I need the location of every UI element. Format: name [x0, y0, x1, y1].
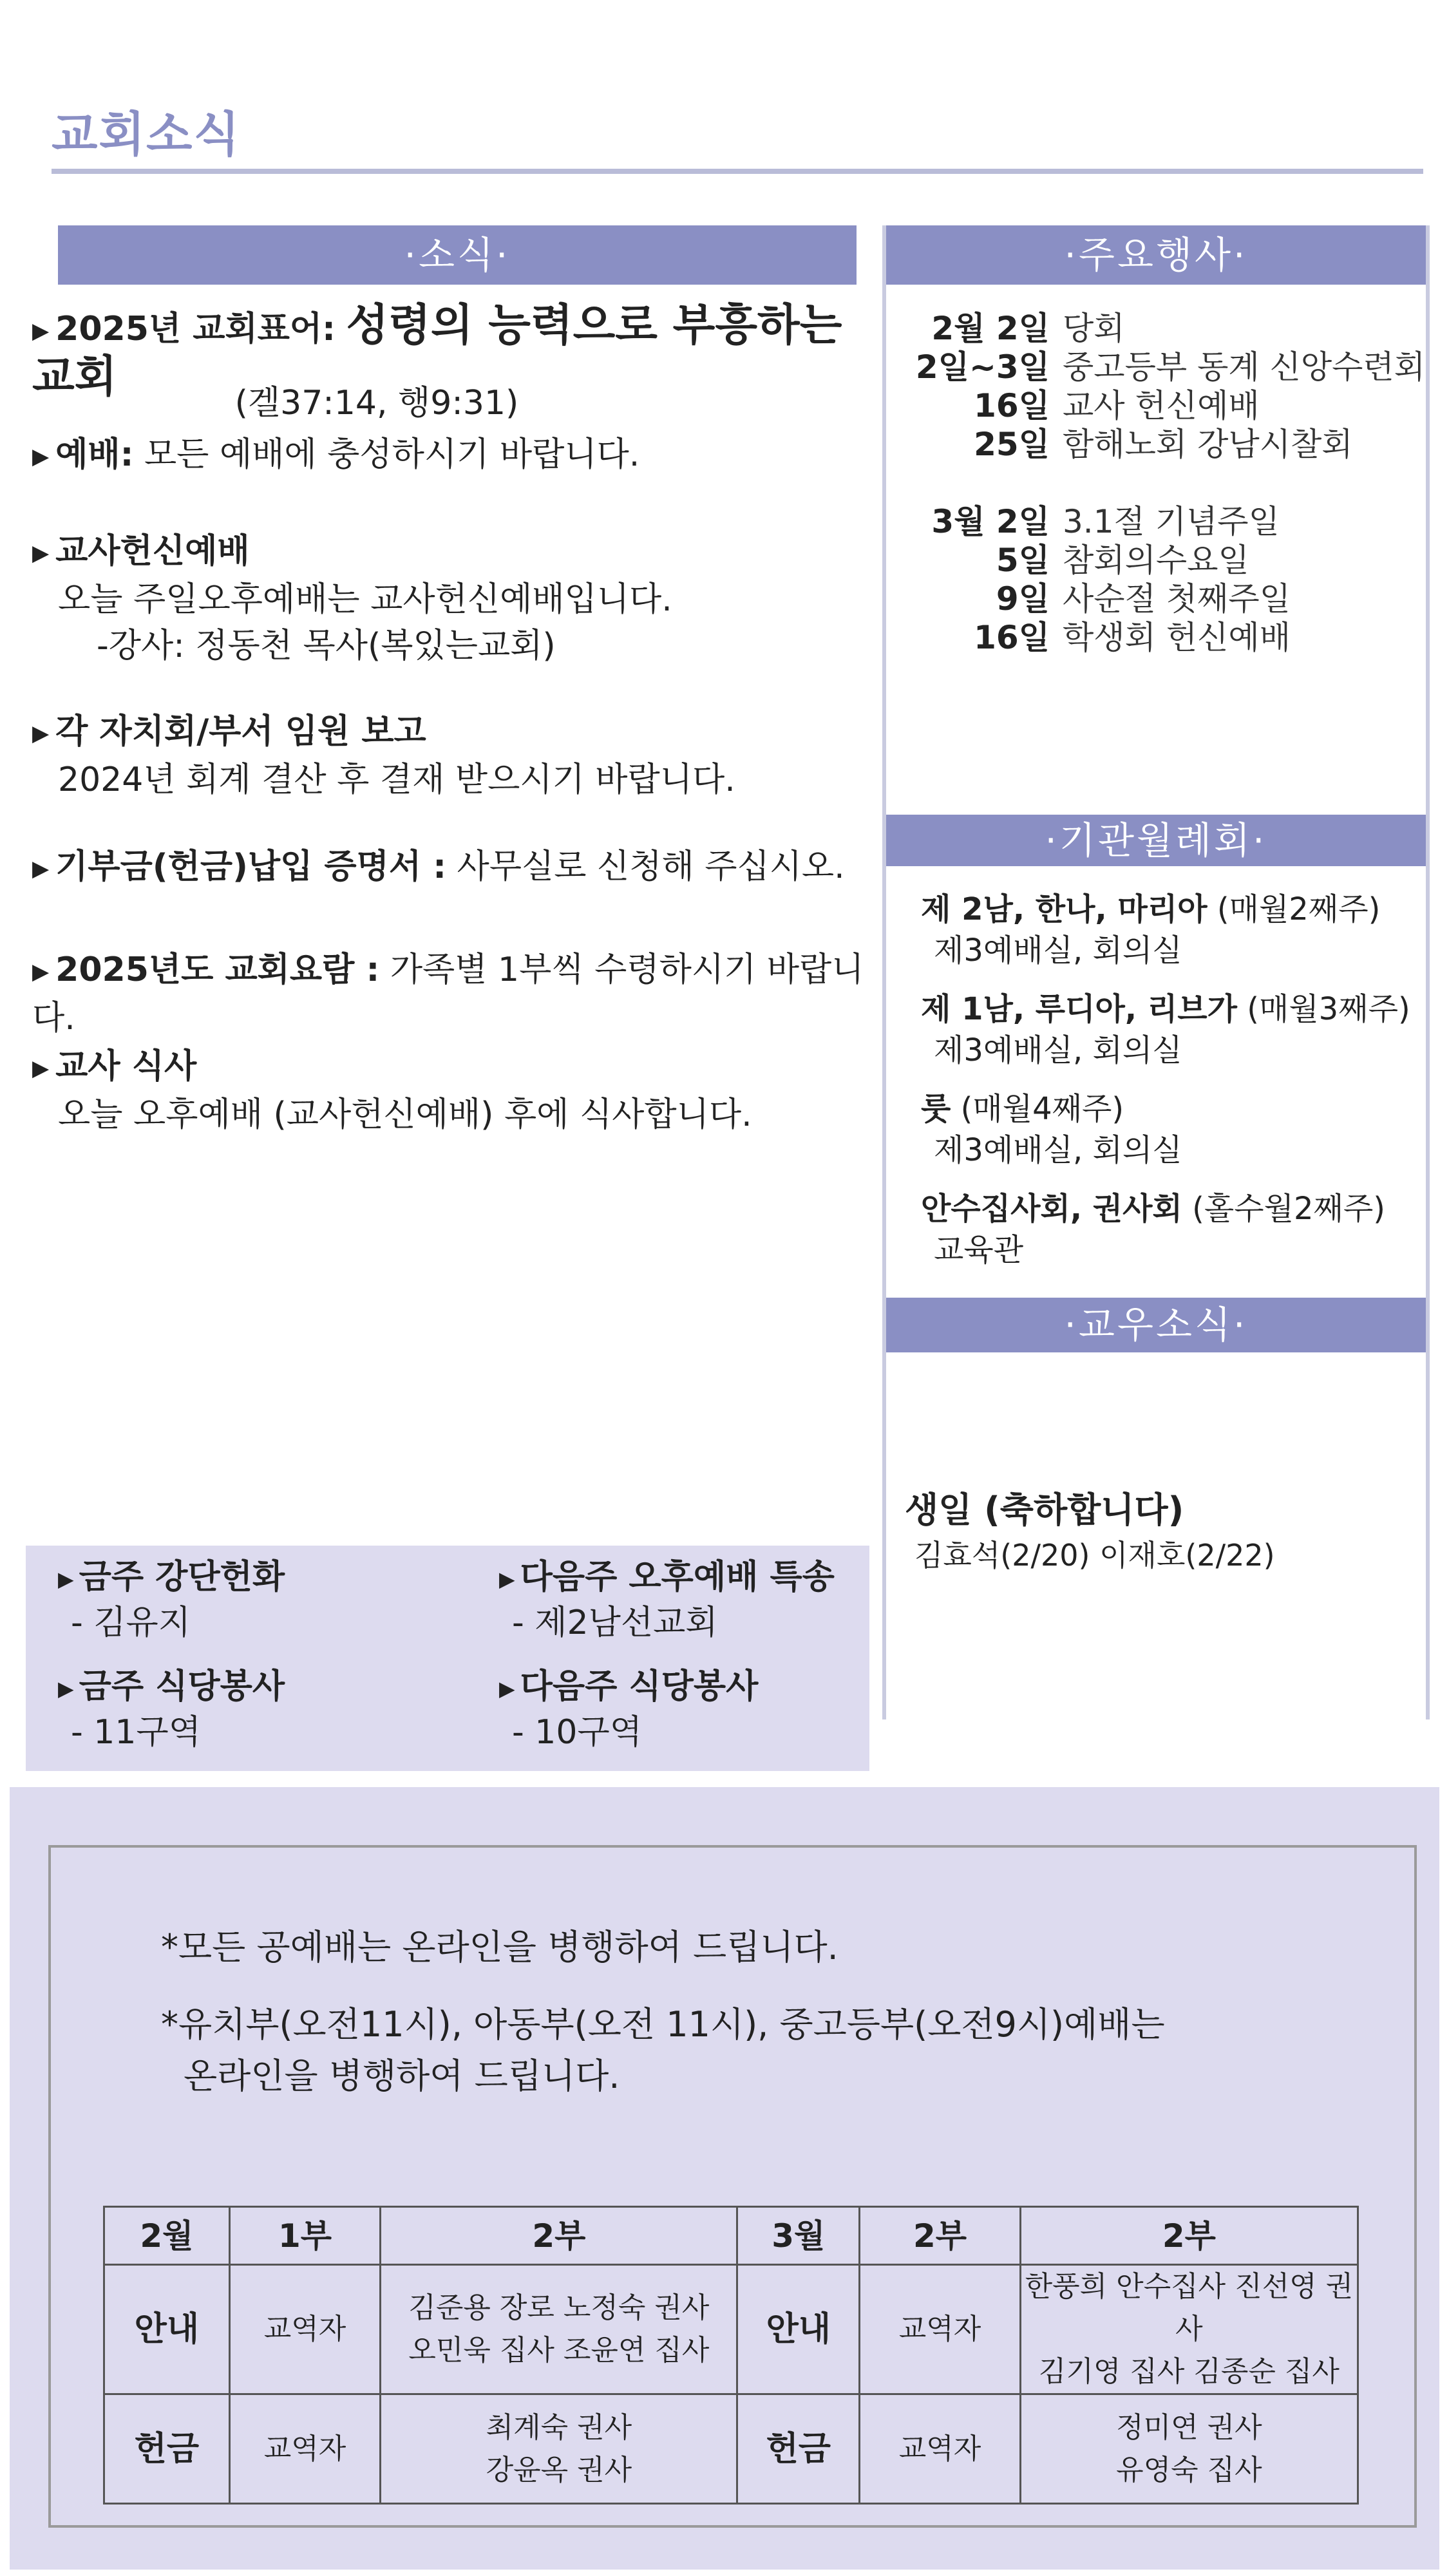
handbook-item: [32, 947, 869, 1041]
meeting-item: 안수집사회, 권사회 (홀수월2째주) 교육관: [921, 1191, 1385, 1268]
motto-text: 성령의 능력으로 부흥하는 교회: [32, 300, 842, 402]
meal-item: [32, 1043, 869, 1138]
special-song-item: ▶ 다음주 오후예배 특송 - 제2남선교회: [499, 1558, 835, 1642]
triangle-right-icon: ▶: [32, 959, 50, 985]
kitchen-item: ▶ 금주 식당봉사 - 11구역: [58, 1667, 285, 1752]
teacher-service-speaker: -강사: 정동천 목사(복있는교회): [97, 627, 556, 665]
event-row: 2월 2일 당회: [931, 310, 1125, 347]
teacher-service-title: 교사헌신예배: [55, 532, 250, 571]
events-list: [886, 309, 1426, 657]
teacher-service-item: [32, 528, 869, 669]
event-spacer: [886, 464, 1426, 502]
triangle-right-icon: ▶: [32, 1056, 50, 1081]
triangle-right-icon: ▶: [499, 1567, 515, 1591]
title-divider: [52, 169, 1423, 174]
table-header-row: 2월 1부 2부 3월 2부 2부: [104, 2207, 1358, 2265]
motto-reference: (겔37:14, 행9:31): [234, 384, 519, 422]
meal-line: 오늘 오후예배 (교사헌신예배) 후에 식사합니다.: [58, 1095, 752, 1134]
event-row: 5일 참회의수요일: [996, 542, 1249, 579]
meeting-item: 제 2남, 한나, 마리아 (매월2째주) 제3예배실, 회의실: [921, 891, 1381, 969]
motto-label: 2025년 교회표어:: [55, 310, 336, 348]
donation-label: 기부금(헌금)납입 증명서 :: [55, 848, 447, 886]
triangle-right-icon: ▶: [32, 444, 50, 469]
birthday-title: 생일 (축하합니다): [905, 1490, 1184, 1530]
news-header: ·소식·: [58, 225, 857, 285]
online-notice-2: *유치부(오전11시), 아동부(오전 11시), 중고등부(오전9시)예배는: [161, 2004, 1165, 2045]
online-notice-1: *모든 공예배는 온라인을 병행하여 드립니다.: [161, 1927, 838, 1967]
event-row: 16일 교사 헌신예배: [974, 387, 1260, 424]
donation-item: [32, 844, 869, 892]
flower-item: ▶ 금주 강단헌화 - 김유지: [58, 1558, 285, 1642]
report-title: 각 자치회/부서 임원 보고: [55, 712, 426, 751]
table-row: 헌금 교역자 최계숙 권사 강윤옥 권사 헌금 교역자 정미연 권사 유영숙 집사: [104, 2394, 1358, 2504]
meeting-item: 제 1남, 루디아, 리브가 (매월3째주) 제3예배실, 회의실: [921, 991, 1410, 1068]
service-roster-table: [103, 2206, 1359, 2505]
meeting-item: 룻 (매월4째주) 제3예배실, 회의실: [921, 1091, 1182, 1168]
events-header: ·주요행사·: [882, 225, 1430, 285]
teacher-service-line: 오늘 주일오후예배는 교사헌신예배입니다.: [58, 580, 672, 619]
triangle-right-icon: ▶: [32, 721, 50, 746]
worship-text: 모든 예배에 충성하시기 바랍니다.: [144, 435, 640, 474]
birthday-section: [905, 1488, 1426, 1578]
triangle-right-icon: ▶: [32, 318, 50, 344]
meal-title: 교사 식사: [55, 1047, 197, 1086]
meetings-header: ·기관월례회·: [882, 815, 1430, 866]
event-row: 16일 학생회 헌신예배: [974, 619, 1291, 656]
triangle-right-icon: ▶: [58, 1567, 74, 1591]
triangle-right-icon: ▶: [32, 856, 50, 882]
table-row: 안내 교역자 김준용 장로 노정숙 권사 오민욱 집사 조윤연 집사 안내 교역자 한풍희 안수집사 진선영 권사 김기영 집사 김종순 집사: [104, 2265, 1358, 2394]
members-header: ·교우소식·: [882, 1298, 1430, 1352]
donation-text: 사무실로 신청해 주십시오.: [457, 848, 845, 886]
online-notice-3: 온라인을 병행하여 드립니다.: [184, 2056, 620, 2096]
handbook-text: 가족별 1부씩 수령하시기 바랍니다.: [32, 951, 864, 1037]
report-item: [32, 708, 869, 803]
triangle-right-icon: ▶: [32, 540, 50, 566]
event-row: 25일 함해노회 강남시찰회: [974, 426, 1353, 463]
page-title: 교회소식: [52, 107, 241, 162]
event-row: 2일~3일 중고등부 동계 신앙수련회: [915, 348, 1426, 386]
worship-item: [32, 431, 869, 480]
event-row: 9일 사순절 첫째주일: [996, 580, 1291, 618]
birthday-names: 김효석(2/20) 이재호(2/22): [914, 1538, 1275, 1573]
worship-label: 예배:: [55, 435, 134, 474]
triangle-right-icon: ▶: [58, 1676, 74, 1701]
report-line: 2024년 회계 결산 후 결재 받으시기 바랍니다.: [58, 761, 735, 799]
triangle-right-icon: ▶: [499, 1676, 515, 1701]
event-row: 3월 2일 3.1절 기념주일: [931, 503, 1280, 540]
next-kitchen-item: ▶ 다음주 식당봉사 - 10구역: [499, 1667, 759, 1752]
handbook-label: 2025년도 교회요람 :: [55, 951, 380, 989]
